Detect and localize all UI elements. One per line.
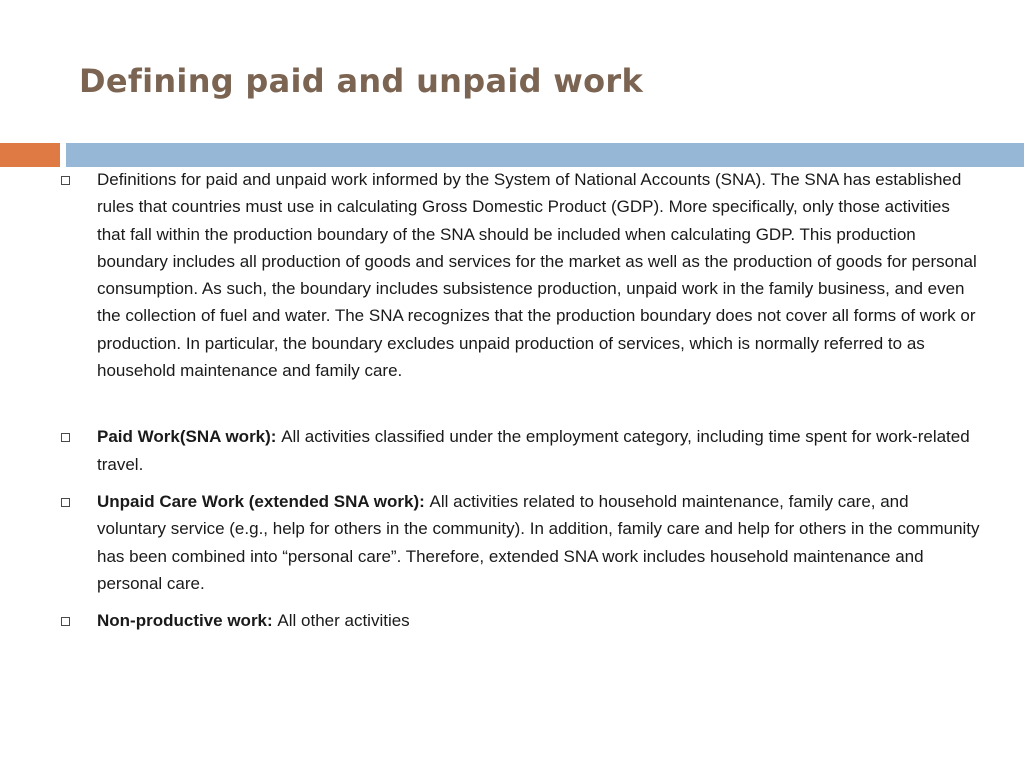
- bullet-text: All other activities: [277, 611, 410, 631]
- bullet-text: All activities related to household maintenance, family care, and voluntary service (e.g., help for others in the community). In addition, family care and help for others in the community has been combined into “personal care”. Therefore, extended SNA work includes household maintenance and personal care.: [97, 491, 980, 593]
- bullet-item-definitions: [60, 166, 980, 384]
- square-bullet-icon: [61, 433, 70, 442]
- square-bullet-icon: [61, 617, 70, 626]
- accent-bar: [0, 143, 60, 167]
- bullet-list: [60, 166, 980, 634]
- title-rule-bar: [66, 143, 1024, 167]
- bullet-item-unpaid-care-work: [60, 488, 980, 597]
- bullet-item-paid-work: [60, 423, 980, 478]
- bullet-label: Non-productive work:: [97, 611, 278, 631]
- bullet-text: All activities classified under the employment category, including time spent for work-related travel.: [97, 427, 970, 474]
- bullet-label: Unpaid Care Work (extended SNA work):: [97, 491, 430, 511]
- square-bullet-icon: [61, 176, 70, 185]
- slide-title: Defining paid and unpaid work: [79, 62, 644, 100]
- square-bullet-icon: [61, 498, 70, 507]
- bullet-text: Definitions for paid and unpaid work informed by the System of National Accounts (SNA). The SNA has established rules that countries must use in calculating Gross Domestic Product (GDP). More specifically, only those activities that fall within the production boundary of the SNA should be included when calculating GDP. This production boundary includes all production of goods and services for the market as well as the production of goods for personal consumption. As such, the boundary includes subsistence production, unpaid work in the family business, and even the collection of fuel and water. The SNA recognizes that the production boundary does not cover all forms of work or production. In particular, the boundary excludes unpaid production of services, which is normally referred to as household maintenance and family care.: [97, 170, 977, 381]
- bullet-item-non-productive-work: [60, 607, 980, 634]
- bullet-label: Paid Work(SNA work):: [97, 427, 282, 447]
